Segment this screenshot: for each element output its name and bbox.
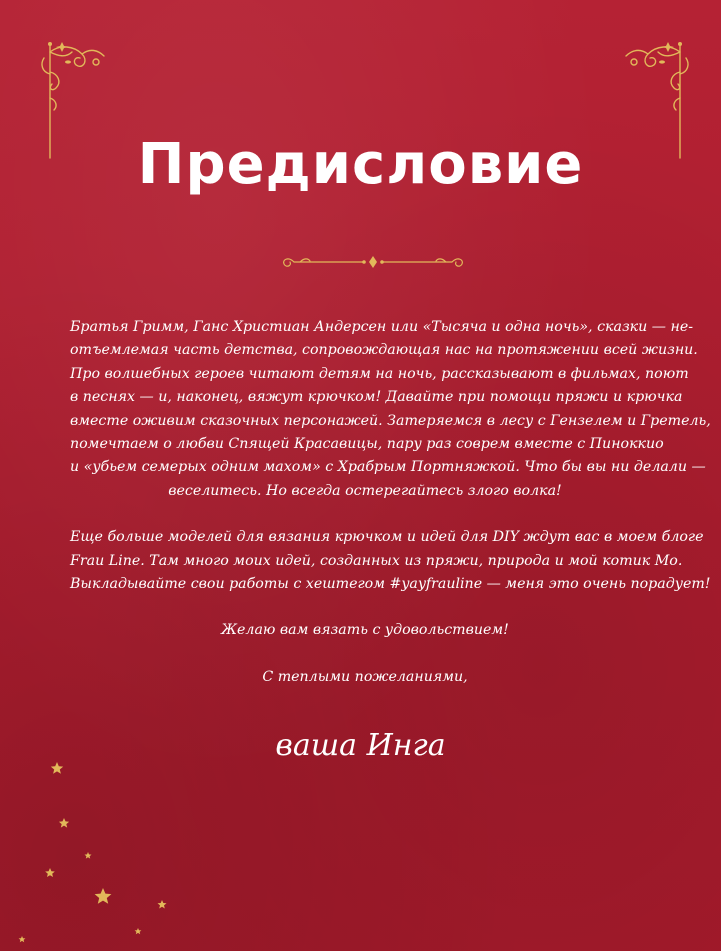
stars-decoration [0,740,200,951]
star-icon [95,888,112,904]
paragraph-intro [70,316,711,503]
text-line: Желаю вам вязать с удовольствием! [221,622,509,639]
text-line: помечтаем о любви Спящей Красавицы, пару раз соврем вместе с Пиноккио [70,436,664,453]
page-title: Предисловие [137,132,584,197]
text-line: Выкладывайте свои работы с хештегом #yayfrauline — меня это очень порадует! [70,576,711,593]
signature: ваша Инга [275,728,446,763]
text-line: Еще больше моделей для вязания крючком и идей для DIY ждут вас в моем блоге [70,529,704,546]
paragraph-blog [70,526,711,596]
star-icon [45,868,55,877]
paragraph-regards [70,666,660,689]
paragraph-wish [70,619,660,642]
text-line: вместе оживим сказочных персонажей. Затеряемся в лесу с Гензелем и Гретель, [70,412,711,429]
text-line: С теплыми пожеланиями, [262,668,468,685]
preface-body [70,316,711,712]
text-line: Братья Гримм, Ганс Христиан Андерсен или «Тысяча и одна ночь», сказки — не- [70,319,694,335]
text-line: и «убьем семерых одним махом» с Храбрым Портняжкой. Что бы вы ни делали — [70,459,706,476]
text-line: в песнях — и, наконец, вяжут крючком! Давайте при помощи пряжи и крючка [70,389,683,406]
ornamental-divider-icon [280,252,466,272]
star-icon [85,852,92,859]
star-icon [158,900,167,909]
text-line: отъемлемая часть детства, сопровождающая нас на протяжении всей жизни. [70,342,698,359]
star-icon [59,818,69,828]
star-icon [135,928,142,934]
star-icon [19,936,26,942]
text-line: веселитесь. Но всегда остерегайтесь злого волка! [168,482,562,499]
star-icon [51,762,63,774]
text-line: Frau Line. Там много моих идей, созданных из пряжи, природа и мой котик Мо. [70,552,683,569]
text-line: Про волшебных героев читают детям на ночь, рассказывают в фильмах, поют [70,365,689,382]
